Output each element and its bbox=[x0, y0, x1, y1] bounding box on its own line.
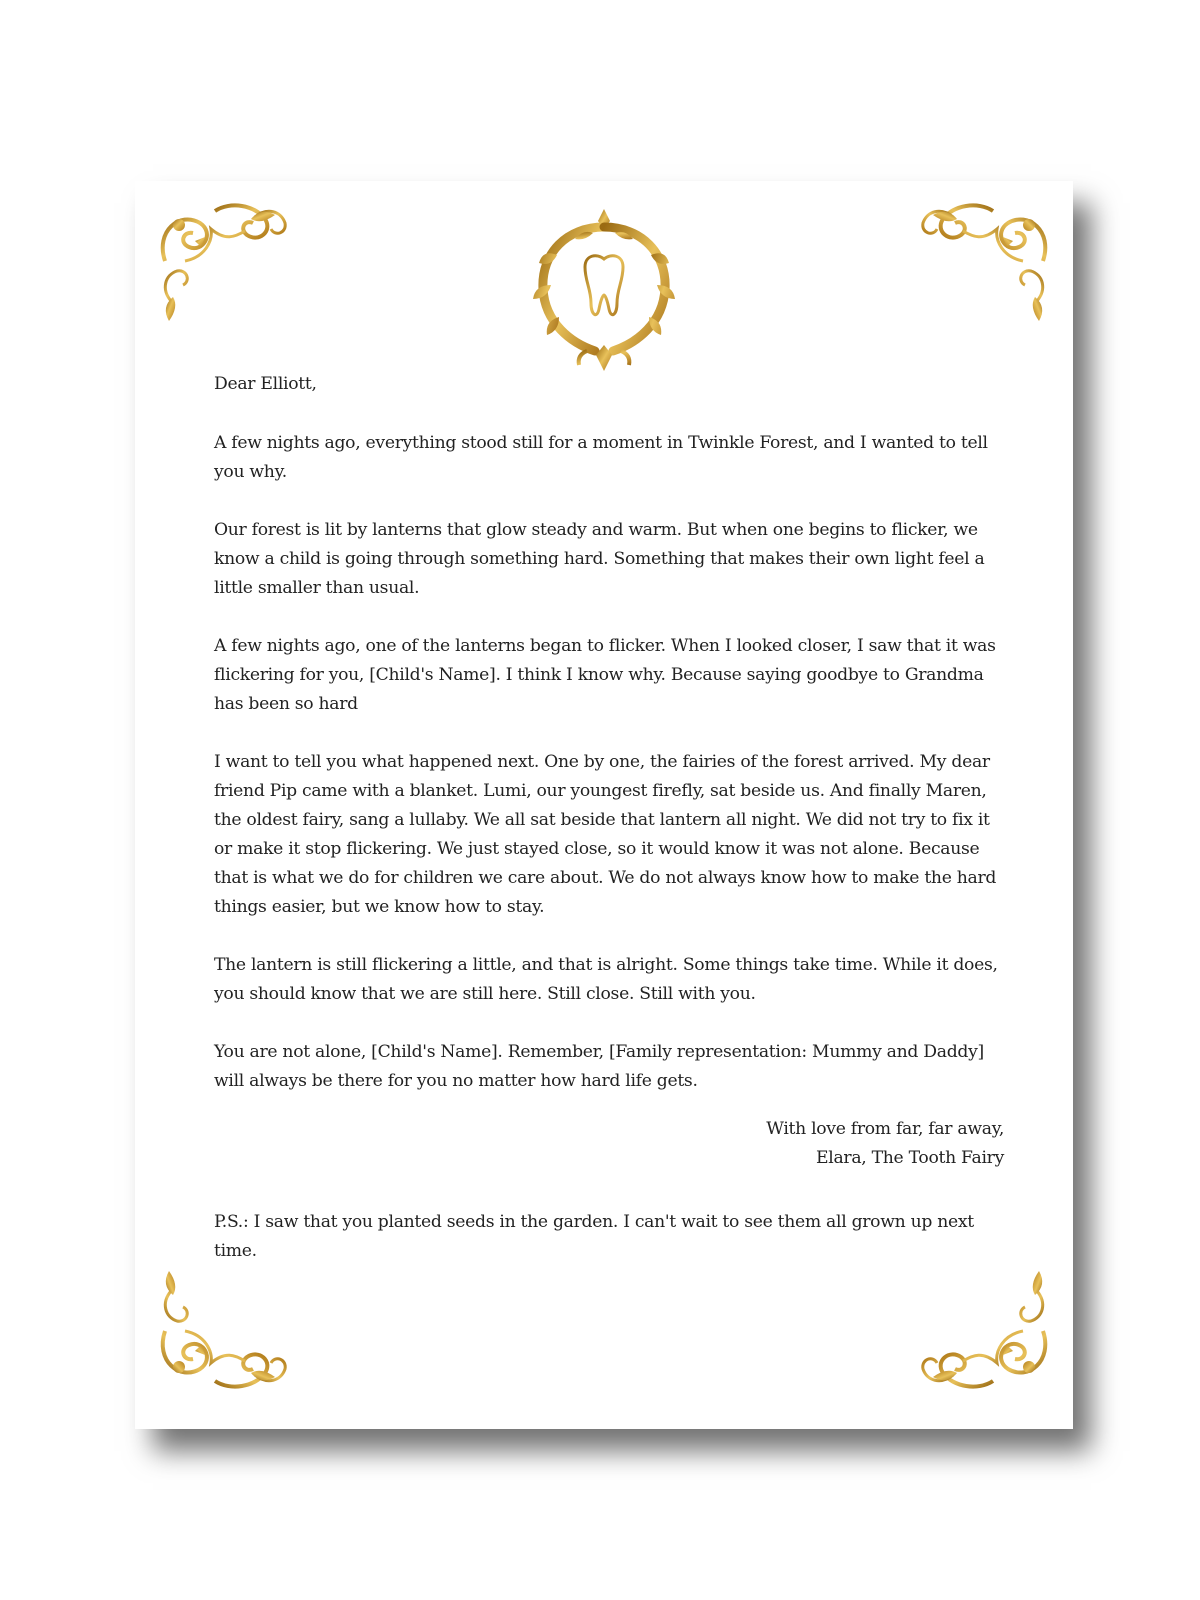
letter-paragraph-4: I want to tell you what happened next. One by one, the fairies of the forest arrived. My dear friend Pip came with a blanket. Lumi, our youngest firefly, sat beside us. And finally Maren, the oldest fairy, sang a lullaby. We all sat beside that lantern all night. We did not try to fix it or make it stop flickering. We just stayed close, so it would know it was not alone. Because that is what we do for children we care about. We do not always know how to make the hard things easier, but we know how to stay. bbox=[214, 752, 997, 917]
letter-paragraph-2: Our forest is lit by lanterns that glow steady and warm. But when one begins to flicker, we know a child is going through something hard. Something that makes their own light feel a little smaller than usual. bbox=[214, 520, 985, 598]
letter-postscript: P.S.: I saw that you planted seeds in the garden. I can't wait to see them all grown up next time. bbox=[214, 1212, 974, 1261]
letter-paragraph-1: A few nights ago, everything stood still for a moment in Twinkle Forest, and I wanted to tell you why. bbox=[214, 433, 988, 482]
letter-paragraph-5: The lantern is still flickering a little, and that is alright. Some things take time. While it does, you should know that we are still here. Still close. Still with you. bbox=[214, 955, 998, 1004]
tooth-crest-icon bbox=[527, 205, 681, 373]
letter-page bbox=[135, 181, 1073, 1429]
letter-signature: Elara, The Tooth Fairy bbox=[816, 1148, 1004, 1168]
letter-paragraph-3: A few nights ago, one of the lanterns began to flicker. When I looked closer, I saw that it was flickering for you, [Child's Name]. I think I know why. Because saying goodbye to Grandma has been so hard bbox=[214, 636, 996, 714]
letter-paragraph-6: You are not alone, [Child's Name]. Remember, [Family representation: Mummy and Daddy] will always be there for you no matter how hard life gets. bbox=[214, 1042, 984, 1091]
letter-body bbox=[214, 370, 1004, 1295]
letter-signoff bbox=[214, 1115, 1004, 1173]
letter-greeting: Dear Elliott, bbox=[214, 374, 317, 394]
letter-closing: With love from far, far away, bbox=[766, 1119, 1004, 1139]
